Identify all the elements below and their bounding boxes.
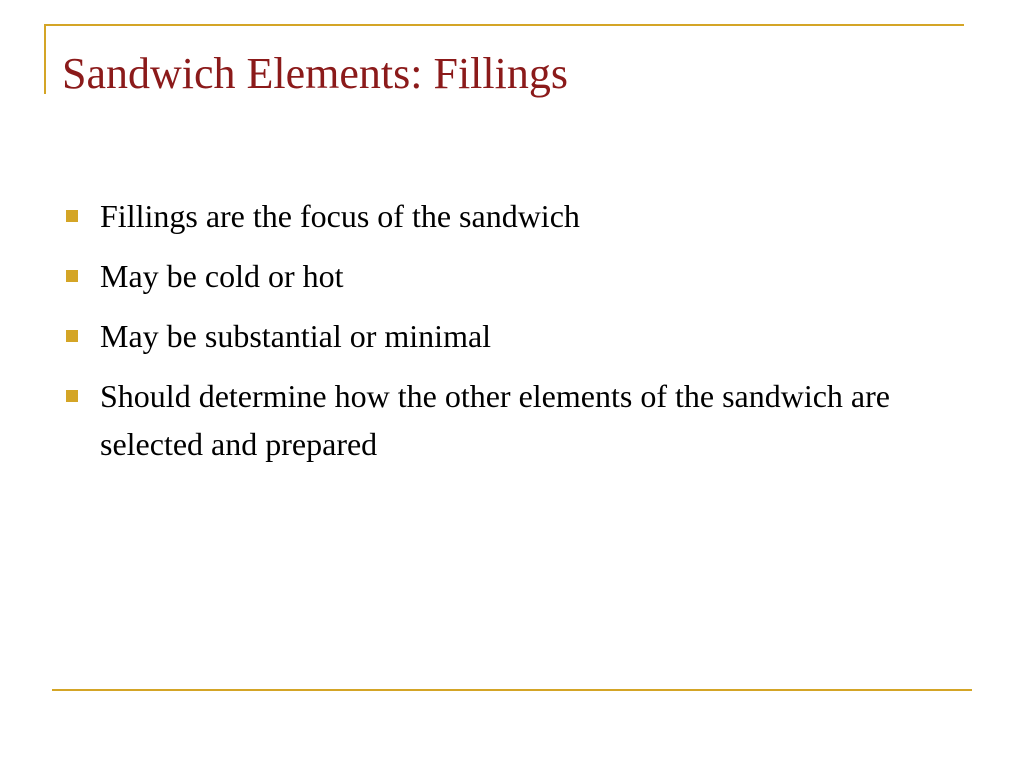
top-rule xyxy=(44,24,964,26)
bullet-item xyxy=(62,372,942,468)
square-bullet-icon xyxy=(66,210,78,222)
bullet-text: Should determine how the other elements of the sandwich are selected and prepared xyxy=(100,378,890,462)
square-bullet-icon xyxy=(66,270,78,282)
bullet-text: Fillings are the focus of the sandwich xyxy=(100,198,580,234)
bullet-item xyxy=(62,192,942,240)
left-rule xyxy=(44,24,46,94)
square-bullet-icon xyxy=(66,330,78,342)
bottom-rule xyxy=(52,689,972,691)
bullet-text: May be cold or hot xyxy=(100,258,344,294)
slide-title: Sandwich Elements: Fillings xyxy=(62,49,568,98)
bullet-text: May be substantial or minimal xyxy=(100,318,492,354)
bullet-item xyxy=(62,312,942,360)
square-bullet-icon xyxy=(66,390,78,402)
bullet-list xyxy=(62,192,942,480)
bullet-item xyxy=(62,252,942,300)
